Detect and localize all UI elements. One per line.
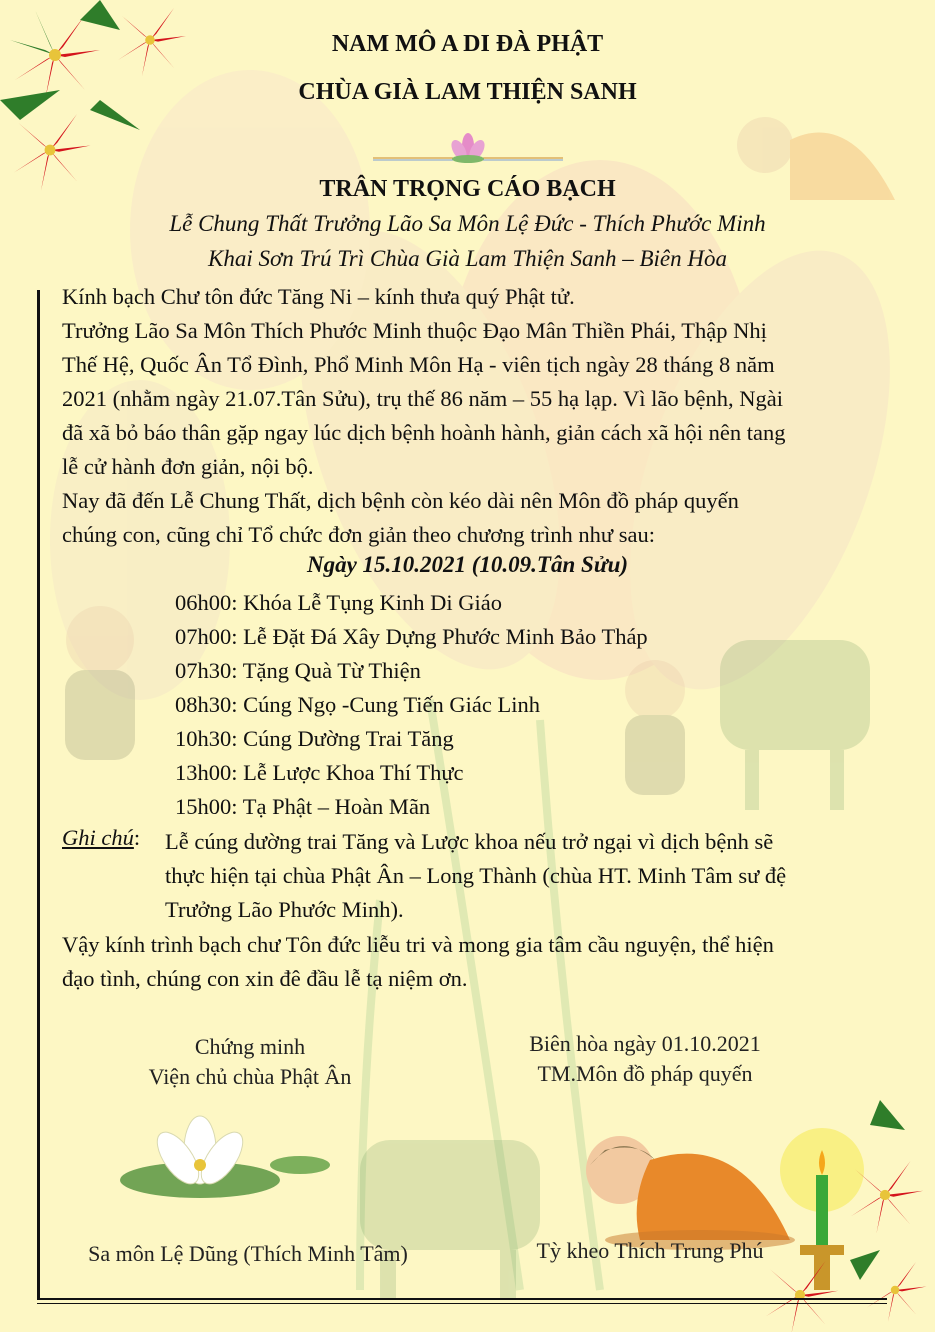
note-line-3: Trưởng Lão Phước Minh).: [165, 897, 404, 922]
note-label-wrap: [62, 825, 140, 851]
schedule-item: 06h00: Khóa Lễ Tụng Kinh Di Giáo: [175, 590, 503, 615]
announcement-subtitle-2: Khai Sơn Trú Trì Chùa Già Lam Thiện Sanh – Biên Hòa: [208, 246, 727, 271]
bowing-monk-bottom-icon: [586, 1136, 795, 1250]
schedule-item: 07h00: Lễ Đặt Đá Xây Dựng Phước Minh Bảo Tháp: [175, 624, 648, 649]
left-signature-title: Chứng minh: [194, 1034, 306, 1059]
event-date: Ngày 15.10.2021 (10.09.Tân Sửu): [306, 552, 629, 577]
lotus-ornament-icon: [373, 133, 563, 163]
paragraph-1-line-4: đã xã bỏ báo thân gặp ngay lúc dịch bệnh hoành hành, giản cách xã hội nên tang: [62, 420, 786, 445]
closing-line-1: Vậy kính trình bạch chư Tôn đức liễu tri và mong gia tâm cầu nguyện, thể hiện: [62, 932, 774, 957]
announcement-title: TRÂN TRỌNG CÁO BẠCH: [319, 176, 616, 202]
note-separator: :: [133, 825, 141, 850]
greeting: Kính bạch Chư tôn đức Tăng Ni – kính thưa quý Phật tử.: [62, 284, 575, 309]
announcement-subtitle-1: Lễ Chung Thất Trưởng Lão Sa Môn Lệ Đức - Thích Phước Minh: [169, 211, 766, 236]
paragraph-1-line-3: 2021 (nhằm ngày 21.07.Tân Sửu), trụ thế 86 năm – 55 hạ lạp. Vì lão bệnh, Ngài: [62, 386, 784, 411]
right-signature-role: TM.Môn đồ pháp quyến: [537, 1061, 753, 1086]
note-line-2: thực hiện tại chùa Phật Ân – Long Thành (chùa HT. Minh Tâm sư đệ: [165, 863, 787, 888]
schedule-item: 07h30: Tặng Quà Từ Thiện: [175, 658, 421, 683]
left-signature-role: Viện chủ chùa Phật Ân: [148, 1064, 352, 1089]
note-label: Ghi chú: [62, 825, 134, 850]
left-signature-name: Sa môn Lệ Dũng (Thích Minh Tâm): [88, 1241, 408, 1266]
paragraph-2-line-1: Nay đã đến Lễ Chung Thất, dịch bệnh còn kéo dài nên Môn đồ pháp quyến: [62, 488, 739, 513]
paragraph-1-line-1: Trưởng Lão Sa Môn Thích Phước Minh thuộc Đạo Mân Thiền Phái, Thập Nhị: [62, 318, 767, 343]
paragraph-1-line-2: Thế Hệ, Quốc Ân Tổ Đình, Phổ Minh Môn Hạ - viên tịch ngày 28 tháng 8 năm: [62, 352, 775, 377]
bottom-border-rule: [37, 1298, 887, 1300]
white-lotus-icon: [120, 1116, 330, 1198]
temple-name: CHÙA GIÀ LAM THIỆN SANH: [298, 79, 637, 105]
schedule-item: 15h00: Tạ Phật – Hoàn Mãn: [175, 794, 431, 819]
schedule-item: 13h00: Lễ Lược Khoa Thí Thực: [175, 760, 464, 785]
paragraph-1-line-5: lễ cử hành đơn giản, nội bộ.: [62, 454, 314, 479]
closing-line-2: đạo tình, chúng con xin đê đầu lễ tạ niệm ơn.: [62, 966, 468, 991]
bottom-border-rule-thin: [37, 1303, 887, 1304]
left-border-rule: [37, 290, 40, 1300]
schedule-item: 10h30: Cúng Dường Trai Tăng: [175, 726, 454, 751]
header-invocation: NAM MÔ A DI ĐÀ PHẬT: [331, 31, 604, 57]
note-line-1: Lễ cúng dường trai Tăng và Lược khoa nếu trở ngại vì dịch bệnh sẽ: [165, 829, 774, 854]
paragraph-2-line-2: chúng con, cũng chỉ Tổ chức đơn giản theo chương trình như sau:: [62, 522, 655, 547]
schedule-item: 08h30: Cúng Ngọ -Cung Tiến Giác Linh: [175, 692, 541, 717]
right-signature-name: Tỳ kheo Thích Trung Phú: [536, 1238, 764, 1263]
right-signature-date: Biên hòa ngày 01.10.2021: [529, 1031, 761, 1056]
